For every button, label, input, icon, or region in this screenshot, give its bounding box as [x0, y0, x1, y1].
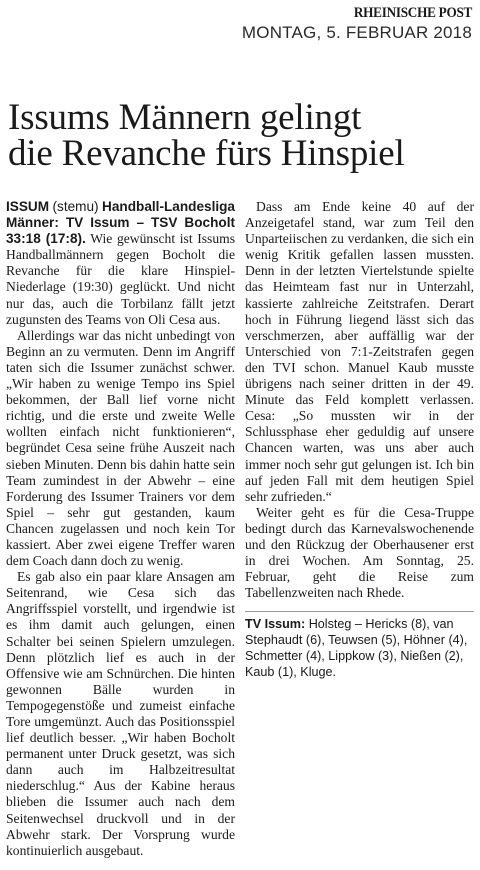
lead-result: Handball-Landesliga Männer: TV Issum – TSV Bocholt 33:18 (17:8). [6, 199, 235, 247]
dateline-author: (stemu) [52, 199, 99, 214]
article-headline [8, 97, 474, 174]
masthead [242, 4, 472, 44]
article-body [6, 199, 474, 864]
paragraph-3: Es gab also ein paar klare Ansagen am Seitenrand, wie Cesa sich das Angriffsspiel vorstellt, und irgendwie ist es ihm damit auch gelungen, einen Schalter bei seinen Spielern umzulegen. Denn plötzlich lief es auch in der Offensive wie am Schnürchen. Die hinten gewonnen Bälle wurden in Tempogegenstöße und zumeist einfache Tore umgemünzt. Auch das Positionsspiel lief deutlich besser. „Wir haben Bocholt permanent unter Druck gesetzt, was sich dann auch im Halbzeitresultat niederschlug.“ Aus der Kabine heraus blieben die Issumer auch nach dem Seitenwechsel druckvoll und in der Abwehr stark. Der Vorsprung wurde kontinuierlich ausgebaut. [6, 569, 235, 858]
paragraph-lead [6, 199, 235, 328]
paragraph-5: Weiter geht es für die Cesa-Truppe bedingt durch das Karnevalswochenende und den Rückzug der Oberhausener erst in drei Wochen. Am Sonntag, 25. Februar, geht die Reise zum Tabellenzweiten nach Rhede. [245, 504, 474, 601]
paragraph-1: Wie gewünscht ist Issums Handballmännern gegen Bocholt die Revanche für die klare Hinspiel-Niederlage (19:30) geglückt. Und nicht nur das, auch die Torbilanz fällt jetzt zugunsten des Teams von Oli Cesa aus. [6, 231, 235, 327]
team-lineup [245, 611, 474, 680]
paragraph-4: Dass am Ende keine 40 auf der Anzeigetafel stand, war zum Teil den Unparteiischen zu verdanken, die sich ein wenig Kritik gefallen lassen mussten. Denn in der letzten Viertelstunde spielte das Heimteam fast nur in Unterzahl, kassierte zahlreiche Zeitstrafen. Derart hoch in Führung liegend lässt sich das verschmerzen, aber auffällig war der Unterschied von 7:1-Zeitstrafen gegen den TVI schon. Manuel Kaub musste übrigens nach seiner dritten in der 49. Minute das Feld komplett verlassen. Cesa: „So mussten wir in der Schlussphase eher geduldig auf unsere Chancen warten, was uns aber auch immer noch sehr gut gelungen ist. Ich bin auf jeden Fall mit dem heutigen Spiel sehr zufrieden.“ [245, 199, 474, 504]
headline-line-1: Issums Männern gelingt [8, 97, 362, 138]
lineup-label: TV Issum: [245, 617, 306, 632]
issue-date: MONTAG, 5. FEBRUAR 2018 [241, 23, 472, 42]
headline-line-2: die Revanche fürs Hinspiel [8, 133, 405, 174]
newspaper-name: RHEINISCHE POST [353, 5, 472, 21]
paragraph-2: Allerdings war das nicht unbedingt von Beginn an zu vermuten. Denn im Angriff taten sich die Issumer zunächst schwer. „Wir haben zu wenige Tempo ins Spiel bekommen, der Ball lief vorne nicht richtig, und die erste und zweite Welle wollten einfach nicht funktionieren“, begründet Cesa seine frühe Auszeit nach sieben Minuten. Denn bis dahin hatte sein Team zumindest in der Abwehr – eine Forderung des Issumer Trainers vor dem Spiel – sehr gut gestanden, kaum Chancen zugelassen und noch kein Tor kassiert. Aber zwei eigene Treffer waren dem Coach dann doch zu wenig. [6, 327, 235, 569]
lineup-players: Holsteg – Hericks (8), van Stephaudt (6), Teuwsen (5), Höhner (4), Schmetter (4), Lippkow (3), Nießen (2), Kaub (1), Kluge. [245, 617, 468, 680]
dateline-place: ISSUM [6, 199, 50, 214]
